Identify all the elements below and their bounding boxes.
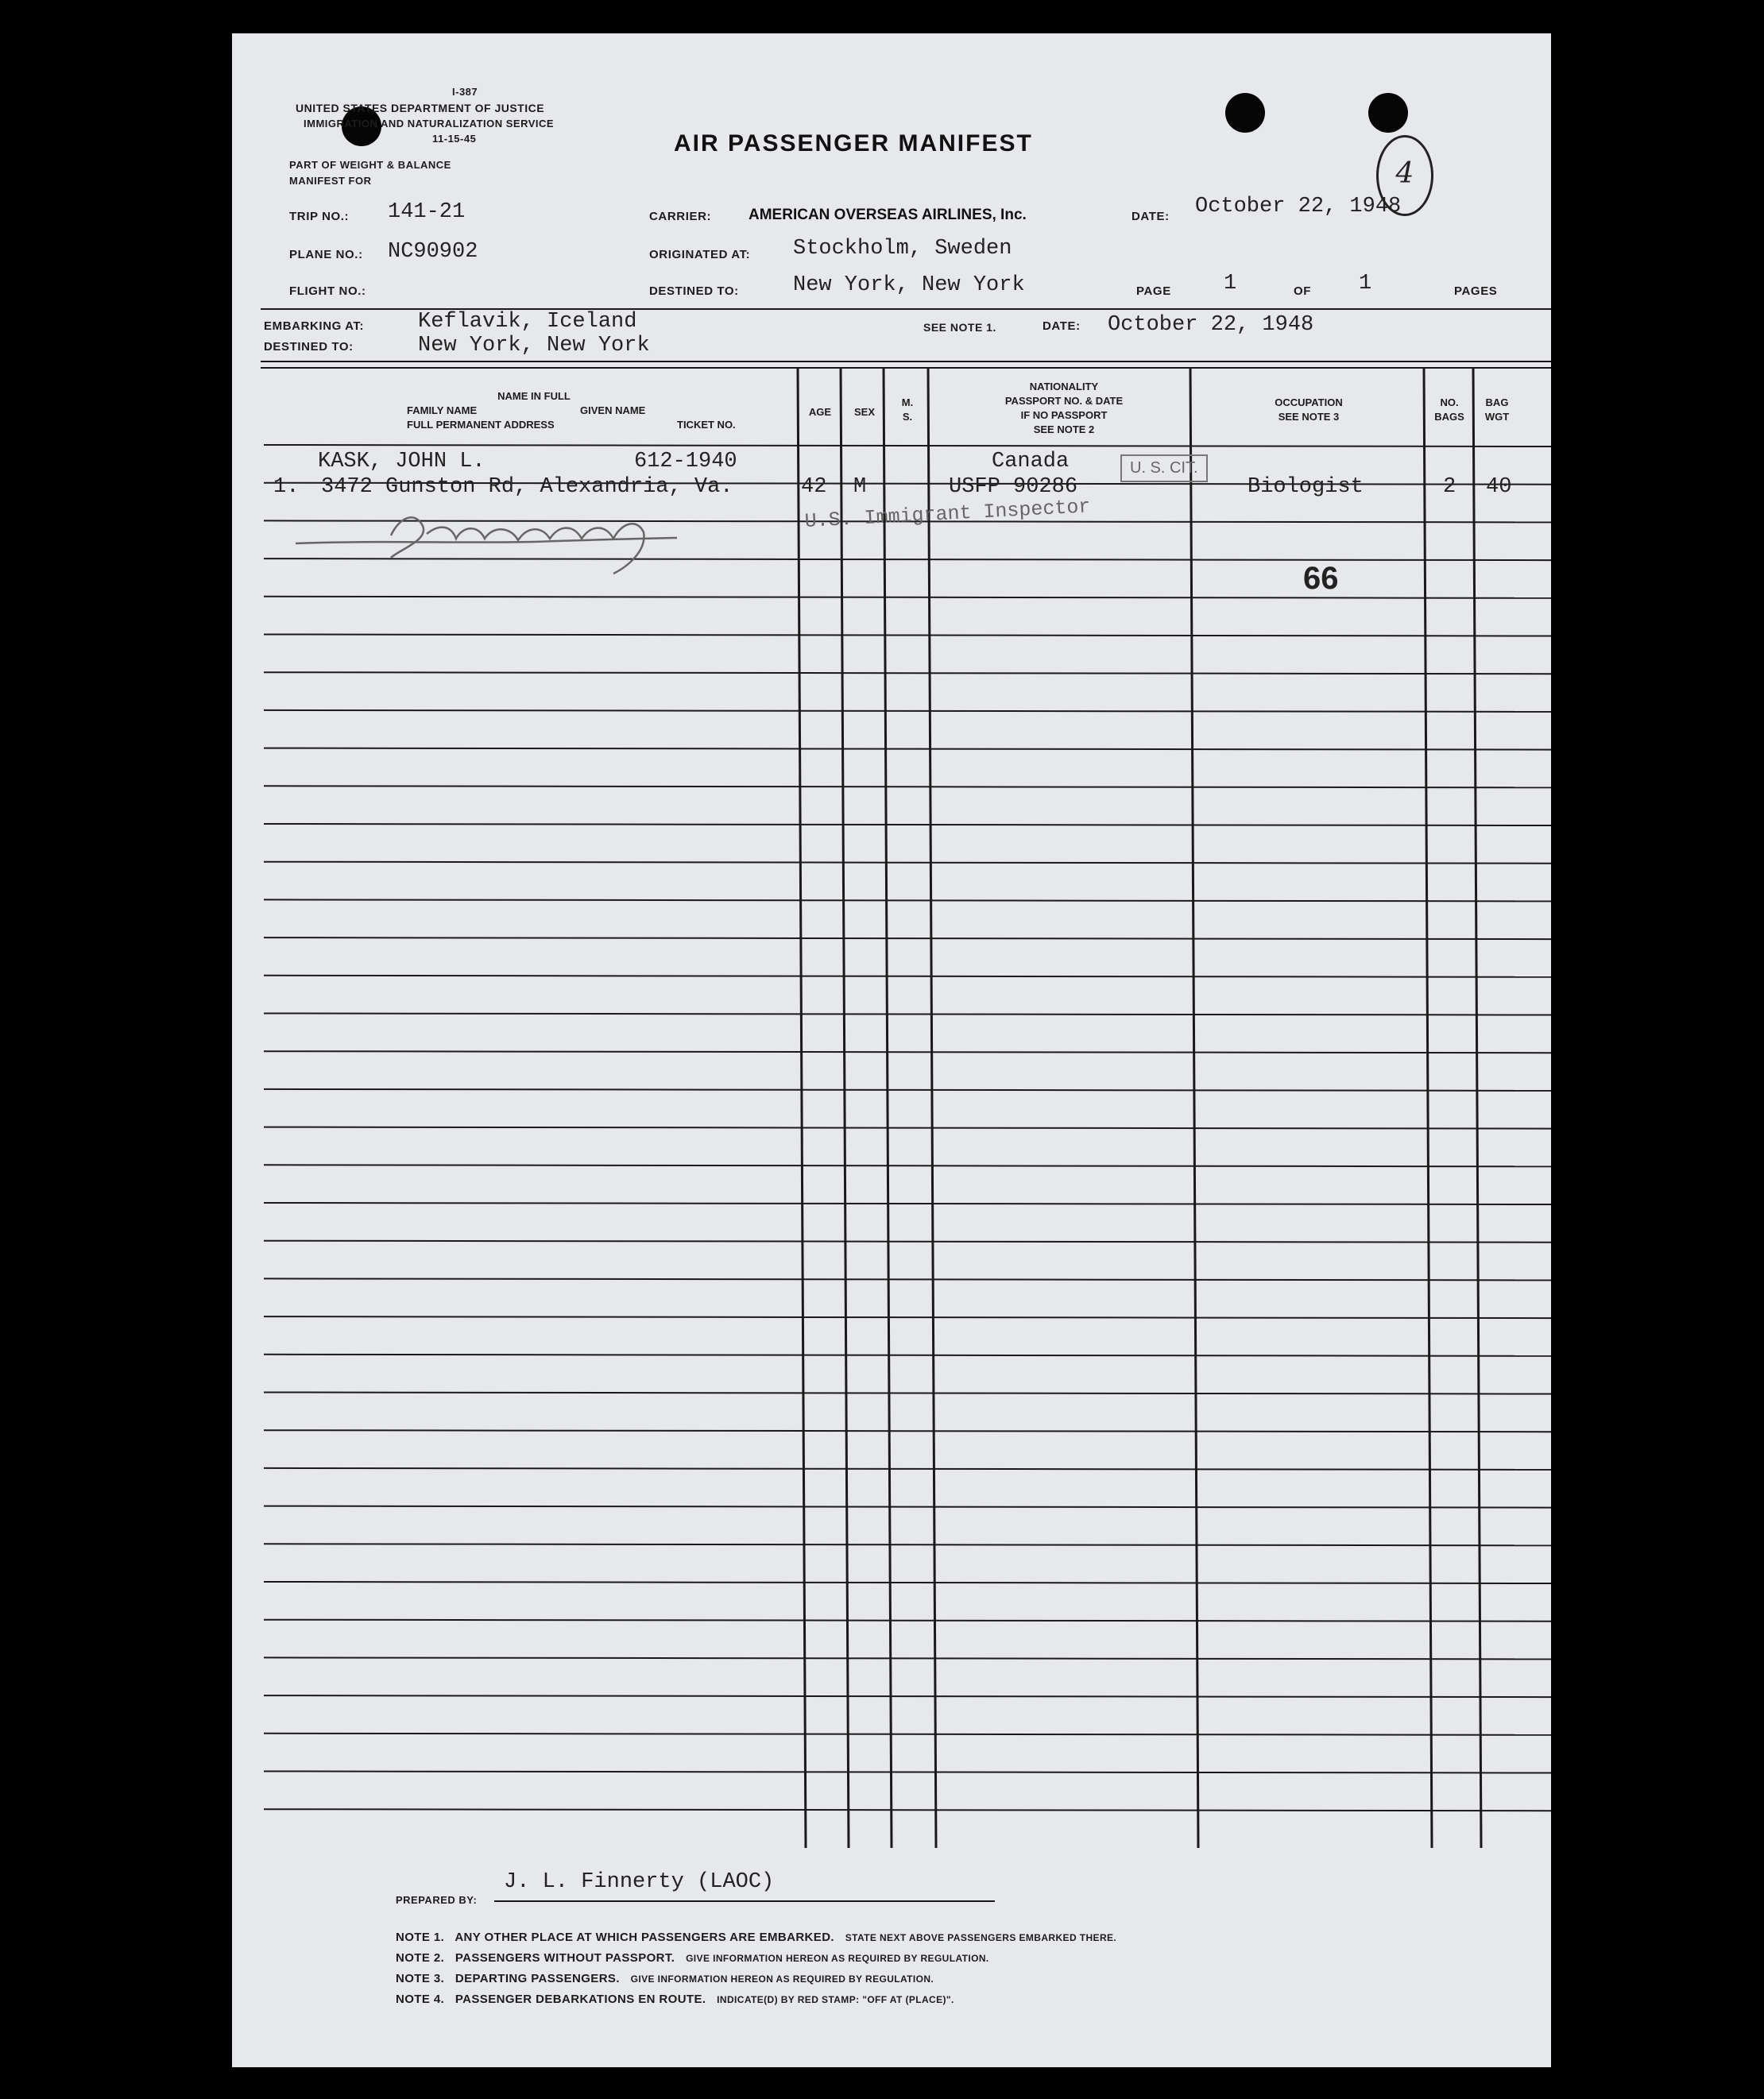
note-4-caps: PASSENGER DEBARKATIONS EN ROUTE. (455, 1993, 706, 2006)
destined-label: DESTINED TO: (649, 284, 739, 298)
prepared-label: PREPARED BY: (396, 1894, 478, 1906)
date-value: October 22, 1948 (1195, 195, 1402, 218)
table-row-line (264, 597, 1551, 598)
pages-label: PAGES (1454, 284, 1498, 298)
passenger-name: KASK, JOHN L. (318, 450, 485, 474)
table-row-line (264, 1127, 1551, 1129)
passenger-age: 42 (801, 475, 827, 499)
passenger-bags: 2 (1443, 475, 1456, 499)
originated-value: Stockholm, Sweden (793, 237, 1012, 261)
col-ticket: TICKET NO. (677, 419, 736, 431)
col-given-name: GIVEN NAME (580, 404, 646, 416)
table-row-line (264, 1316, 1551, 1318)
us-citizen-stamp: U. S. CIT. (1120, 454, 1208, 482)
table-row-line (264, 1014, 1551, 1015)
table-row-line (264, 1620, 1551, 1622)
form-number: I-387 (452, 86, 478, 98)
flight-label: FLIGHT NO.: (289, 284, 366, 298)
col-family-name: FAMILY NAME (407, 404, 478, 416)
table-row-line (264, 1468, 1551, 1470)
note-2-caps: PASSENGERS WITHOUT PASSPORT. (455, 1951, 675, 1965)
note-4-rest: INDICATE(D) BY RED STAMP: "OFF AT (PLACE)". (717, 1994, 954, 2005)
table-row-line (264, 1772, 1551, 1773)
table-row-line (264, 786, 1551, 787)
passenger-ticket: 612-1940 (634, 450, 737, 474)
table-row-line (264, 1734, 1551, 1735)
table-row-line (264, 1278, 1551, 1280)
note-3-caps: DEPARTING PASSENGERS. (455, 1972, 620, 1985)
page-value: 1 (1224, 272, 1237, 296)
table-row-line (264, 1544, 1551, 1545)
carrier-value: AMERICAN OVERSEAS AIRLINES, Inc. (749, 207, 1027, 223)
note-1-rest: STATE NEXT ABOVE PASSENGERS EMBARKED THERE. (845, 1932, 1117, 1943)
form-date: 11-15-45 (432, 133, 477, 145)
col-divider (928, 367, 936, 1848)
manifest-table-grid (232, 33, 1551, 2067)
table-row-line (264, 976, 1551, 977)
col-wgt-line2: WGT (1484, 411, 1510, 423)
trip-label: TRIP NO.: (289, 210, 350, 223)
page-title: AIR PASSENGER MANIFEST (674, 130, 1033, 157)
col-sex-heading: SEX (853, 406, 875, 418)
col-age-heading: AGE (808, 406, 832, 418)
passenger-address: 3472 Gunston Rd, Alexandria, Va. (321, 475, 733, 499)
carrier-label: CARRIER: (649, 210, 712, 223)
embarking-date-label: DATE: (1043, 319, 1081, 333)
embarking-value: Keflavik, Iceland (418, 310, 637, 334)
col-occ-line2: SEE NOTE 3 (1278, 411, 1340, 423)
table-row-line (264, 1051, 1551, 1053)
table-row-line (264, 1355, 1551, 1356)
note-4-label: NOTE 4. (396, 1993, 445, 2006)
passenger-nationality: Canada (992, 450, 1070, 474)
note-1 (396, 1931, 1116, 1944)
originated-label: ORIGINATED AT: (649, 248, 751, 261)
col-address: FULL PERMANENT ADDRESS (407, 419, 555, 431)
note-4 (396, 1993, 954, 2006)
passenger-occupation: Biologist (1248, 475, 1364, 499)
note-3-label: NOTE 3. (396, 1972, 445, 1985)
table-row-line (264, 635, 1551, 636)
col-ms-line2: S. (902, 411, 913, 423)
page-of-value: 1 (1359, 272, 1372, 296)
manifest-page (232, 33, 1551, 2067)
table-row-line (264, 1165, 1551, 1166)
part-of-line1: PART OF WEIGHT & BALANCE (289, 159, 451, 171)
inspector-mark: 66 (1303, 561, 1339, 596)
col-nat-line2: PASSPORT NO. & DATE (1004, 395, 1124, 407)
col-bags-line2: BAGS (1434, 411, 1464, 423)
annotation-text: 4 (1395, 157, 1414, 190)
embarking-dest-value: New York, New York (418, 334, 650, 358)
col-ms-line1: M. (901, 396, 914, 408)
table-row-line (264, 748, 1551, 750)
table-row-line (264, 1809, 1551, 1811)
col-divider (1190, 367, 1198, 1848)
embarking-date-value: October 22, 1948 (1108, 313, 1314, 337)
page-of-label: OF (1294, 284, 1312, 298)
table-row-line (264, 1089, 1551, 1091)
col-divider (884, 367, 892, 1848)
passenger-sex: M (853, 475, 867, 499)
part-of-line2: MANIFEST FOR (289, 175, 372, 187)
note-2-label: NOTE 2. (396, 1951, 445, 1965)
note-ref: SEE NOTE 1. (923, 321, 996, 334)
col-nat-line1: NATIONALITY (1029, 381, 1099, 392)
col-bags-line1: NO. (1440, 396, 1459, 408)
passenger-number: 1. (273, 475, 300, 499)
prepared-rule (494, 1900, 995, 1902)
table-row-line (264, 824, 1551, 825)
col-divider (1424, 367, 1432, 1848)
date-label: DATE: (1132, 210, 1170, 223)
service: IMMIGRATION AND NATURALIZATION SERVICE (304, 118, 555, 129)
passenger-passport: USFP 90286 (949, 475, 1078, 499)
plane-value: NC90902 (388, 240, 478, 264)
table-row-line (264, 1582, 1551, 1583)
table-row-line (264, 1506, 1551, 1508)
destined-value: New York, New York (793, 273, 1025, 297)
embarking-dest-label: DESTINED TO: (264, 340, 354, 354)
inspector-signature (280, 494, 725, 582)
col-nat-line4: SEE NOTE 2 (1033, 423, 1095, 435)
table-row-line (264, 1430, 1551, 1432)
table-row-line (264, 672, 1551, 674)
note-1-label: NOTE 1. (396, 1931, 445, 1944)
department: UNITED STATES DEPARTMENT OF JUSTICE (296, 102, 545, 114)
plane-label: PLANE NO.: (289, 248, 363, 261)
table-row-line (264, 1393, 1551, 1394)
note-2 (396, 1951, 989, 1965)
note-1-caps: ANY OTHER PLACE AT WHICH PASSENGERS ARE EMBARKED. (455, 1931, 834, 1944)
page-label: PAGE (1136, 284, 1171, 298)
col-divider (1473, 367, 1481, 1848)
prepared-value: J. L. Finnerty (LAOC) (504, 1870, 775, 1894)
col-occ-line1: OCCUPATION (1275, 396, 1343, 408)
table-row-line (264, 937, 1551, 939)
col-wgt-line1: BAG (1485, 396, 1509, 408)
table-row-line (264, 710, 1551, 712)
table-row-line (264, 1657, 1551, 1659)
table-row-line (264, 1241, 1551, 1243)
col-divider (841, 367, 849, 1848)
table-row-line (264, 1203, 1551, 1204)
inspector-stamp: U.S. Immigrant Inspector (804, 495, 1092, 533)
col-name-line1: NAME IN FULL (497, 390, 571, 402)
note-3-rest: GIVE INFORMATION HEREON AS REQUIRED BY REGULATION. (630, 1973, 934, 1985)
table-row-line (264, 899, 1551, 901)
note-3 (396, 1972, 934, 1985)
table-row-line (264, 862, 1551, 864)
col-divider (798, 367, 806, 1848)
embarking-label: EMBARKING AT: (264, 319, 365, 333)
passenger-weight: 40 (1486, 475, 1512, 499)
table-row-line (264, 1695, 1551, 1697)
trip-value: 141-21 (388, 200, 466, 224)
note-2-rest: GIVE INFORMATION HEREON AS REQUIRED BY REGULATION. (686, 1953, 989, 1964)
table-row-line (264, 445, 1551, 446)
col-nat-line3: IF NO PASSPORT (1020, 409, 1108, 421)
